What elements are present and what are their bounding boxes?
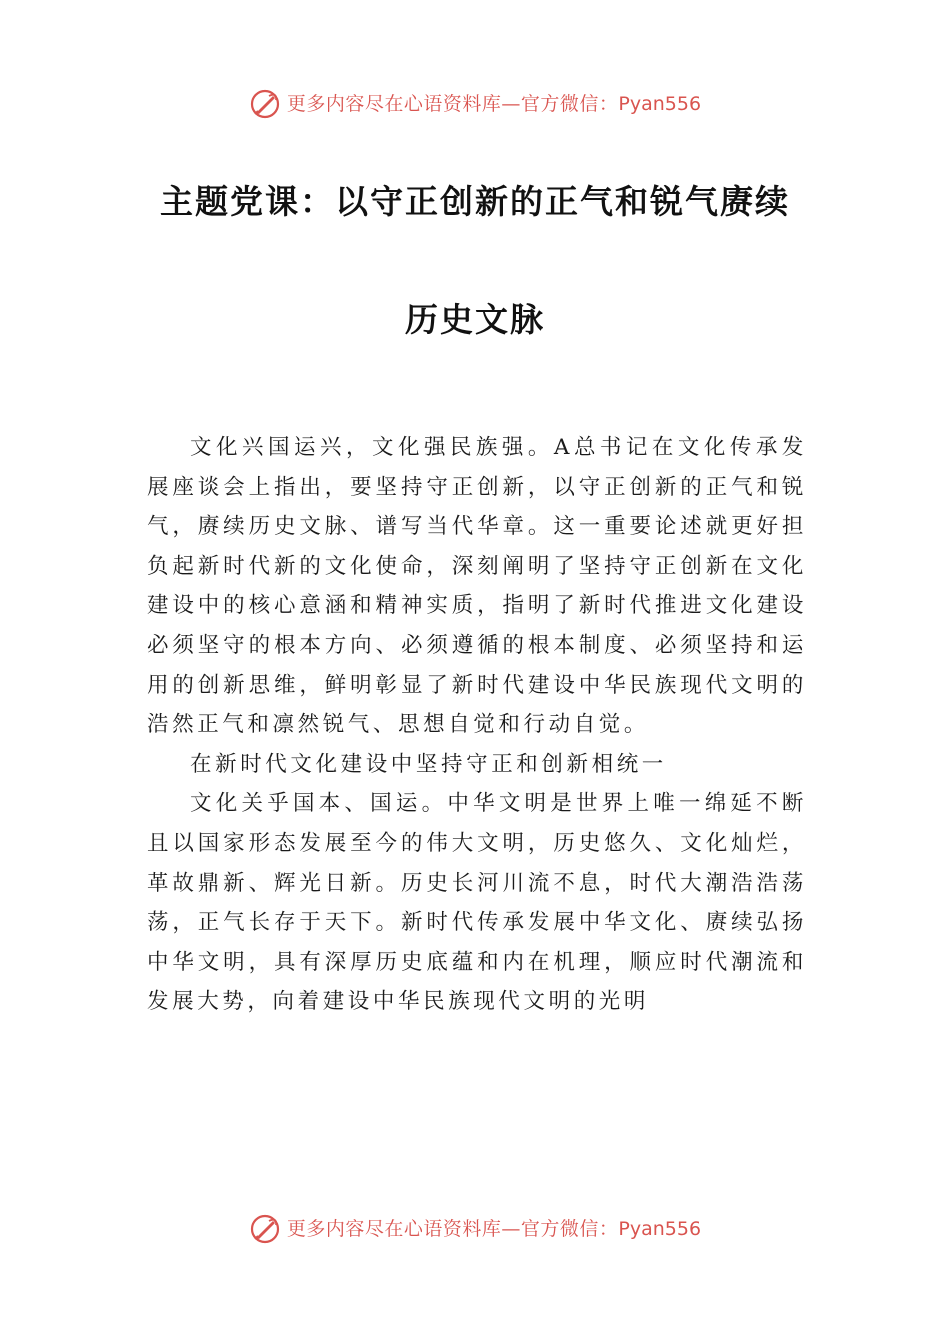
- page-title-line2: 历史文脉: [405, 300, 545, 339]
- watermark-text: 更多内容尽在心语资料库—官方微信：: [286, 93, 619, 115]
- header-watermark-banner: [0, 84, 950, 124]
- article-body: [147, 428, 807, 1022]
- section-heading: 在新时代文化建设中坚持守正和创新相统一: [190, 751, 667, 777]
- wechat-id: Pyan556: [618, 93, 702, 115]
- wechat-id: Pyan556: [618, 1218, 702, 1240]
- footer-watermark-banner: [0, 1209, 950, 1249]
- quill-logo-icon: [249, 88, 281, 120]
- page-title-line1: 主题党课：以守正创新的正气和锐气赓续: [160, 182, 790, 221]
- paragraph: 文化关乎国本、国运。中华文明是世界上唯一绵延不断且以国家形态发展至今的伟大文明，历史悠久、文化灿烂，革故鼎新、辉光日新。历史长河川流不息，时代大潮浩浩荡荡，正气长存于天下。新时代传承发展中华文化、赓续弘扬中华文明，具有深厚历史底蕴和内在机理，顺应时代潮流和发展大势，向着建设中华民族现代文明的光明: [147, 791, 807, 1015]
- quill-logo-icon: [249, 1213, 281, 1245]
- watermark-text: 更多内容尽在心语资料库—官方微信：: [286, 1218, 619, 1240]
- paragraph: 文化兴国运兴，文化强民族强。A总书记在文化传承发展座谈会上指出，要坚持守正创新，以守正创新的正气和锐气，赓续历史文脉、谱写当代华章。这一重要论述就更好担负起新时代新的文化使命，深刻阐明了坚持守正创新在文化建设中的核心意涵和精神实质，指明了新时代推进文化建设必须坚守的根本方向、必须遵循的根本制度、必须坚持和运用的创新思维，鲜明彰显了新时代建设中华民族现代文明的浩然正气和凛然锐气、思想自觉和行动自觉。: [147, 435, 807, 738]
